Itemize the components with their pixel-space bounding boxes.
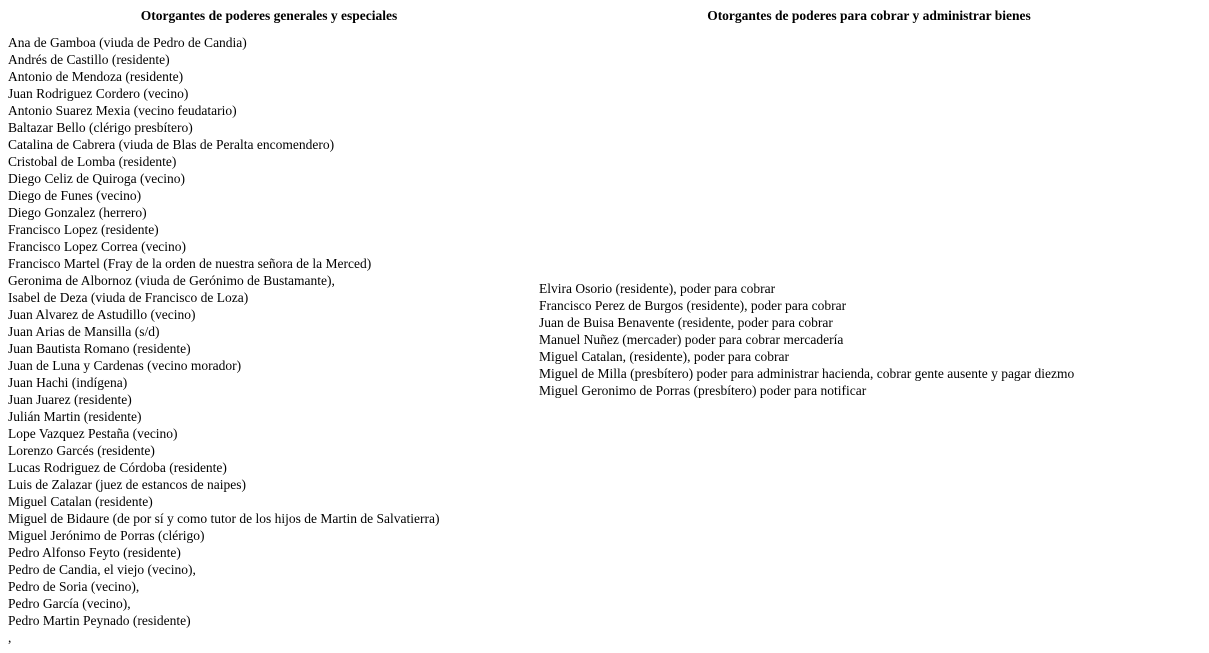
list-item: Geronima de Albornoz (viuda de Gerónimo de Bustamante),	[8, 273, 335, 288]
list-item: Antonio de Mendoza (residente)	[8, 69, 184, 84]
list-item: Juan de Luna y Cardenas (vecino morador)	[8, 358, 242, 373]
list-item: Lucas Rodriguez de Córdoba (residente)	[8, 460, 227, 475]
list-item: Ana de Gamboa (viuda de Pedro de Candia)	[8, 35, 247, 50]
list-item: Juan de Buisa Benavente (residente, poder para cobrar	[539, 315, 833, 330]
list-item: Juan Hachi (indígena)	[8, 375, 128, 390]
list-item: Juan Alvarez de Astudillo (vecino)	[8, 307, 196, 322]
list-item: Miguel Geronimo de Porras (presbítero) poder para notificar	[539, 383, 867, 398]
list-item: Diego de Funes (vecino)	[8, 188, 142, 203]
list-item: Francisco Perez de Burgos (residente), poder para cobrar	[539, 298, 847, 313]
list-item: Catalina de Cabrera (viuda de Blas de Peralta encomendero)	[8, 137, 335, 152]
general-powers-list	[8, 34, 534, 646]
list-item: Francisco Lopez Correa (vecino)	[8, 239, 187, 254]
list-item: Juan Rodriguez Cordero (vecino)	[8, 86, 189, 101]
list-item: Miguel de Bidaure (de por sí y como tutor de los hijos de Martin de Salvatierra)	[8, 511, 440, 526]
list-item: Miguel Catalan (residente)	[8, 494, 153, 509]
list-item: Cristobal de Lomba (residente)	[8, 154, 177, 169]
list-item: Juan Bautista Romano (residente)	[8, 341, 191, 356]
list-item: Miguel Catalan, (residente), poder para cobrar	[539, 349, 790, 364]
list-item: Lorenzo Garcés (residente)	[8, 443, 155, 458]
list-item: Francisco Lopez (residente)	[8, 222, 159, 237]
right-column-header: Otorgantes de poderes para cobrar y administrar bienes	[707, 8, 1031, 23]
list-item: Pedro de Soria (vecino),	[8, 579, 140, 594]
list-item: Pedro García (vecino),	[8, 596, 131, 611]
list-item: Antonio Suarez Mexia (vecino feudatario)	[8, 103, 237, 118]
list-item: Pedro Martin Peynado (residente)	[8, 613, 191, 628]
list-item: Juan Juarez (residente)	[8, 392, 132, 407]
list-item: Isabel de Deza (viuda de Francisco de Loza)	[8, 290, 249, 305]
list-item: Miguel de Milla (presbítero) poder para administrar hacienda, cobrar gente ausente y pagar diezmo	[539, 366, 1075, 381]
list-item: Julián Martin (residente)	[8, 409, 142, 424]
list-item: ,	[8, 630, 12, 645]
list-item: Miguel Jerónimo de Porras (clérigo)	[8, 528, 205, 543]
list-item: Andrés de Castillo (residente)	[8, 52, 170, 67]
list-item: Pedro de Candia, el viejo (vecino),	[8, 562, 196, 577]
list-item: Pedro Alfonso Feyto (residente)	[8, 545, 181, 560]
left-column-header: Otorgantes de poderes generales y especiales	[140, 8, 398, 23]
list-item: Diego Gonzalez (herrero)	[8, 205, 147, 220]
list-item: Juan Arias de Mansilla (s/d)	[8, 324, 160, 339]
list-item: Francisco Martel (Fray de la orden de nuestra señora de la Merced)	[8, 256, 372, 271]
list-item: Lope Vazquez Pestaña (vecino)	[8, 426, 178, 441]
collection-powers-list	[539, 280, 1207, 399]
list-item: Diego Celiz de Quiroga (vecino)	[8, 171, 185, 186]
list-item: Luis de Zalazar (juez de estancos de naipes)	[8, 477, 247, 492]
list-item: Manuel Nuñez (mercader) poder para cobrar mercadería	[539, 332, 844, 347]
list-item: Baltazar Bello (clérigo presbítero)	[8, 120, 193, 135]
list-item: Elvira Osorio (residente), poder para cobrar	[539, 281, 776, 296]
